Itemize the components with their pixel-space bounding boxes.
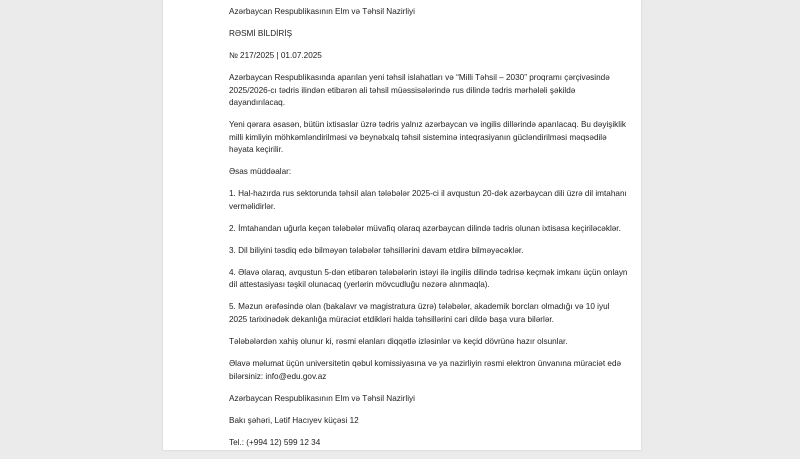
intro-paragraph: Azərbaycan Respublikasında aparılan yeni təhsil islahatları və “Milli Təhsil – 2030” proqramı çərçivəsində 2025/2026-cı tədris ilindən etibarən ali təhsil müəssisələrində rus dilində tədris mərhələli şəkildə dayandırılacaq.	[229, 72, 610, 108]
info-paragraph: Əlavə məlumat üçün universitetin qəbul komissiyasına və ya nazirliyin rəsmi elektron ünvanına müraciət edə bilərsiniz: info@edu.gov.az	[229, 358, 622, 381]
footer-address: Bakı şəhəri, Lətif Hacıyev küçəsi 12	[229, 415, 359, 425]
footer-ministry: Azərbaycan Respublikasının Elm və Təhsil Nazirliyi	[229, 393, 415, 403]
document-page	[163, 0, 641, 450]
provision-item-3: 3. Dil biliyini təsdiq edə bilməyən tələbələr təhsillərini davam etdirə bilməyəcəklər.	[229, 245, 524, 255]
document-number-date: № 217/2025 | 01.07.2025	[229, 50, 322, 60]
request-paragraph: Tələbələrdən xahiş olunur ki, rəsmi elanları diqqətlə izləsinlər və keçid dövrünə hazır olsunlar.	[229, 336, 568, 346]
paragraph-2: Yeni qərara əsasən, bütün ixtisaslar üzrə tədris yalnız azərbaycan və ingilis dillərində aparılacaq. Bu dəyişiklik milli kimliyin möhkəmləndirilməsi və beynəlxalq təhsil sisteminə inteqrasiyanın gücləndirilməsi məqsədilə həyata keçirilir.	[229, 120, 627, 155]
document-title: RƏSMİ BİLDİRİŞ	[229, 28, 293, 38]
document-body	[229, 6, 629, 459]
provisions-heading: Əsas müddəalar:	[229, 167, 292, 177]
header-ministry: Azərbaycan Respublikasının Elm və Təhsil Nazirliyi	[229, 7, 415, 16]
provision-item-1: 1. Hal-hazırda rus sektorunda təhsil alan tələbələr 2025-ci il avqustun 20-dək azərbaycan dili üzrə dil imtahanı verməlidirlər.	[229, 189, 627, 211]
provision-item-5: 5. Məzun ərəfəsində olan (bakalavr və magistratura üzrə) tələbələr, akademik borcları olmadığı və 10 iyul 2025 tarixinədək dekanlığa müraciət etdikləri halda təhsillərini cari dildə başa vura bilərlər.	[229, 302, 610, 324]
footer-phone: Tel.: (+994 12) 599 12 34	[229, 437, 321, 447]
provision-item-2: 2. İmtahandan uğurla keçən tələbələr müvafiq olaraq azərbaycan dilində tədris olunan ixtisasa keçiriləcəklər.	[229, 223, 621, 233]
provision-item-4: 4. Əlavə olaraq, avqustun 5-dən etibarən tələbələrin istəyi ilə ingilis dilində tədrisə keçmək imkanı üçün onlayn dil attestasiyası təşkil olunacaq (yerlərin mövcudluğu nəzərə alınmaqla).	[229, 267, 628, 290]
